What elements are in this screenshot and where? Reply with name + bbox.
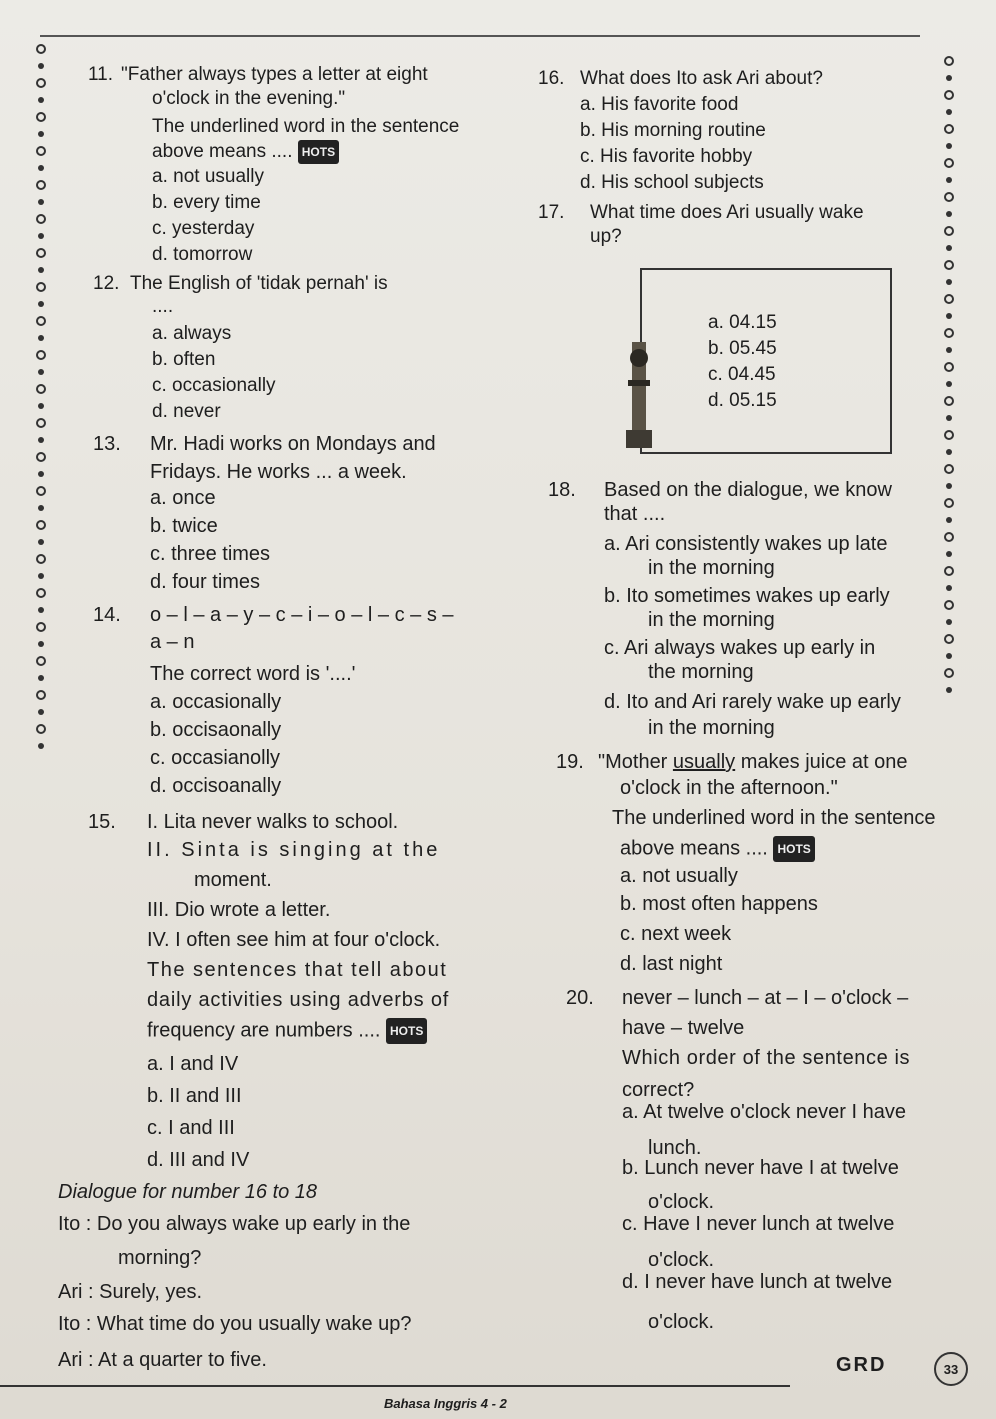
q15-statement-iii: III. Dio wrote a letter. — [147, 899, 331, 921]
q11-number: 11. — [88, 64, 114, 85]
q18-line2: that .... — [604, 503, 666, 525]
q11-option-c[interactable]: c. yesterday — [152, 218, 255, 239]
q19-line1: "Mother usually makes juice at one — [598, 751, 908, 773]
q19-option-d[interactable]: d. last night — [620, 953, 723, 975]
q18-option-d-cont: in the morning — [648, 717, 775, 739]
clock-tower-illustration — [610, 332, 670, 452]
q17-option-a[interactable]: a. 04.15 — [708, 312, 777, 333]
q16-number: 16. — [538, 68, 565, 89]
q16-option-b[interactable]: b. His morning routine — [580, 120, 766, 141]
q11-line2: o'clock in the evening." — [152, 88, 346, 109]
q14-option-a[interactable]: a. occasionally — [150, 691, 282, 713]
q11-option-b[interactable]: b. every time — [152, 192, 261, 213]
q14-letters-line2: a – n — [150, 631, 195, 653]
hots-badge: HOTS — [773, 836, 814, 862]
q16-option-a[interactable]: a. His favorite food — [580, 94, 739, 115]
underlined-word: usually — [672, 751, 736, 773]
q17-option-c[interactable]: c. 04.45 — [708, 364, 776, 385]
q18-option-a-cont: in the morning — [648, 557, 775, 579]
q15-line2: daily activities using adverbs of — [147, 989, 450, 1011]
q12-option-c[interactable]: c. occasionally — [152, 375, 276, 396]
q12-option-a[interactable]: a. always — [152, 323, 232, 344]
q17-line2: up? — [590, 226, 622, 247]
time-options-box — [640, 268, 892, 454]
q20-option-d[interactable]: d. I never have lunch at twelve — [622, 1271, 893, 1293]
q14-option-c[interactable]: c. occasianolly — [150, 747, 281, 769]
q20-option-a-cont: lunch. — [648, 1137, 702, 1159]
footer-brand: GRD — [836, 1354, 887, 1376]
q20-line2: have – twelve — [622, 1017, 745, 1039]
q17-option-d[interactable]: d. 05.15 — [708, 390, 777, 411]
q15-line1: The sentences that tell about — [147, 959, 448, 981]
q15-option-c[interactable]: c. I and III — [147, 1117, 235, 1139]
q14-number: 14. — [93, 604, 121, 626]
q13-line2: Fridays. He works ... a week. — [150, 461, 407, 483]
q13-option-c[interactable]: c. three times — [150, 543, 271, 565]
q15-option-d[interactable]: d. III and IV — [147, 1149, 250, 1171]
q20-line4: correct? — [622, 1079, 695, 1101]
q18-option-c-cont: the morning — [648, 661, 754, 683]
q11-option-d[interactable]: d. tomorrow — [152, 244, 253, 265]
q18-option-b-cont: in the morning — [648, 609, 775, 631]
q13-number: 13. — [93, 433, 121, 455]
q20-line3: Which order of the sentence is — [622, 1047, 911, 1069]
q11-line4: above means .... HOTS — [152, 140, 339, 164]
q14-letters-line1: o – l – a – y – c – i – o – l – c – s – — [150, 604, 454, 626]
q15-statement-ii: II. Sinta is singing at the — [147, 839, 441, 861]
q17-option-b[interactable]: b. 05.45 — [708, 338, 777, 359]
q16-option-c[interactable]: c. His favorite hobby — [580, 146, 753, 167]
dialogue-line3: Ari : Surely, yes. — [58, 1281, 203, 1303]
q19-line3: The underlined word in the sentence — [612, 807, 936, 829]
q12-line2: .... — [152, 296, 174, 317]
q16-option-d[interactable]: d. His school subjects — [580, 172, 764, 193]
binding-dots-right — [944, 52, 954, 698]
q15-statement-iv: IV. I often see him at four o'clock. — [147, 929, 441, 951]
q15-statement-ii-cont: moment. — [194, 869, 272, 891]
q15-statement-i: I. Lita never walks to school. — [147, 811, 399, 833]
q16-line1: What does Ito ask Ari about? — [580, 68, 823, 89]
q17-number: 17. — [538, 202, 565, 223]
q13-line1: Mr. Hadi works on Mondays and — [150, 433, 436, 455]
q20-option-a[interactable]: a. At twelve o'clock never I have — [622, 1101, 906, 1123]
q20-option-b-cont: o'clock. — [648, 1191, 715, 1213]
q19-line4: above means .... HOTS — [620, 836, 815, 862]
footer-book-title: Bahasa Inggris 4 - 2 — [384, 1396, 507, 1411]
q18-option-d[interactable]: d. Ito and Ari rarely wake up early — [604, 691, 901, 713]
binding-dots-left — [36, 40, 46, 754]
q19-number: 19. — [556, 751, 584, 773]
q20-line1: never – lunch – at – I – o'clock – — [622, 987, 909, 1009]
q19-option-c[interactable]: c. next week — [620, 923, 732, 945]
dialogue-line1: Ito : Do you always wake up early in the — [58, 1213, 411, 1235]
dialogue-line2: morning? — [118, 1247, 202, 1269]
q18-option-a[interactable]: a. Ari consistently wakes up late — [604, 533, 888, 555]
dialogue-title: Dialogue for number 16 to 18 — [58, 1181, 318, 1203]
q18-number: 18. — [548, 479, 576, 501]
footer-divider — [0, 1385, 790, 1387]
q19-line2: o'clock in the afternoon." — [620, 777, 838, 799]
q20-option-b[interactable]: b. Lunch never have I at twelve — [622, 1157, 899, 1179]
q20-option-c-cont: o'clock. — [648, 1249, 715, 1271]
q15-line3: frequency are numbers .... HOTS — [147, 1018, 427, 1044]
q18-line1: Based on the dialogue, we know — [604, 479, 892, 501]
page-number: 33 — [943, 1361, 959, 1377]
q11-option-a[interactable]: a. not usually — [152, 166, 264, 187]
q12-line1: The English of 'tidak pernah' is — [130, 273, 388, 294]
q12-number: 12. — [93, 273, 120, 294]
q17-line1: What time does Ari usually wake — [590, 202, 864, 223]
dialogue-line5: Ari : At a quarter to five. — [58, 1349, 267, 1371]
hots-badge: HOTS — [386, 1018, 427, 1044]
q19-option-a[interactable]: a. not usually — [620, 865, 738, 887]
q13-option-d[interactable]: d. four times — [150, 571, 261, 593]
top-divider — [40, 35, 920, 37]
q15-option-a[interactable]: a. I and IV — [147, 1053, 239, 1075]
q13-option-a[interactable]: a. once — [150, 487, 216, 509]
q20-option-d-cont: o'clock. — [648, 1311, 715, 1333]
q12-option-b[interactable]: b. often — [152, 349, 216, 370]
q18-option-c[interactable]: c. Ari always wakes up early in — [604, 637, 876, 659]
q11-line3: The underlined word in the sentence — [152, 116, 460, 137]
q15-option-b[interactable]: b. II and III — [147, 1085, 242, 1107]
q19-option-b[interactable]: b. most often happens — [620, 893, 818, 915]
q20-option-c[interactable]: c. Have I never lunch at twelve — [622, 1213, 895, 1235]
q13-option-b[interactable]: b. twice — [150, 515, 218, 537]
q14-option-b[interactable]: b. occisaonally — [150, 719, 282, 741]
q14-prompt: The correct word is '....' — [150, 663, 356, 685]
hots-badge: HOTS — [298, 140, 339, 164]
q14-option-d[interactable]: d. occisoanally — [150, 775, 282, 797]
q20-number: 20. — [566, 987, 594, 1009]
page-number-badge — [934, 1352, 968, 1386]
q15-number: 15. — [88, 811, 116, 833]
dialogue-line4: Ito : What time do you usually wake up? — [58, 1313, 412, 1335]
q18-option-b[interactable]: b. Ito sometimes wakes up early — [604, 585, 890, 607]
q12-option-d[interactable]: d. never — [152, 401, 221, 422]
q11-line1: "Father always types a letter at eight — [121, 64, 428, 85]
